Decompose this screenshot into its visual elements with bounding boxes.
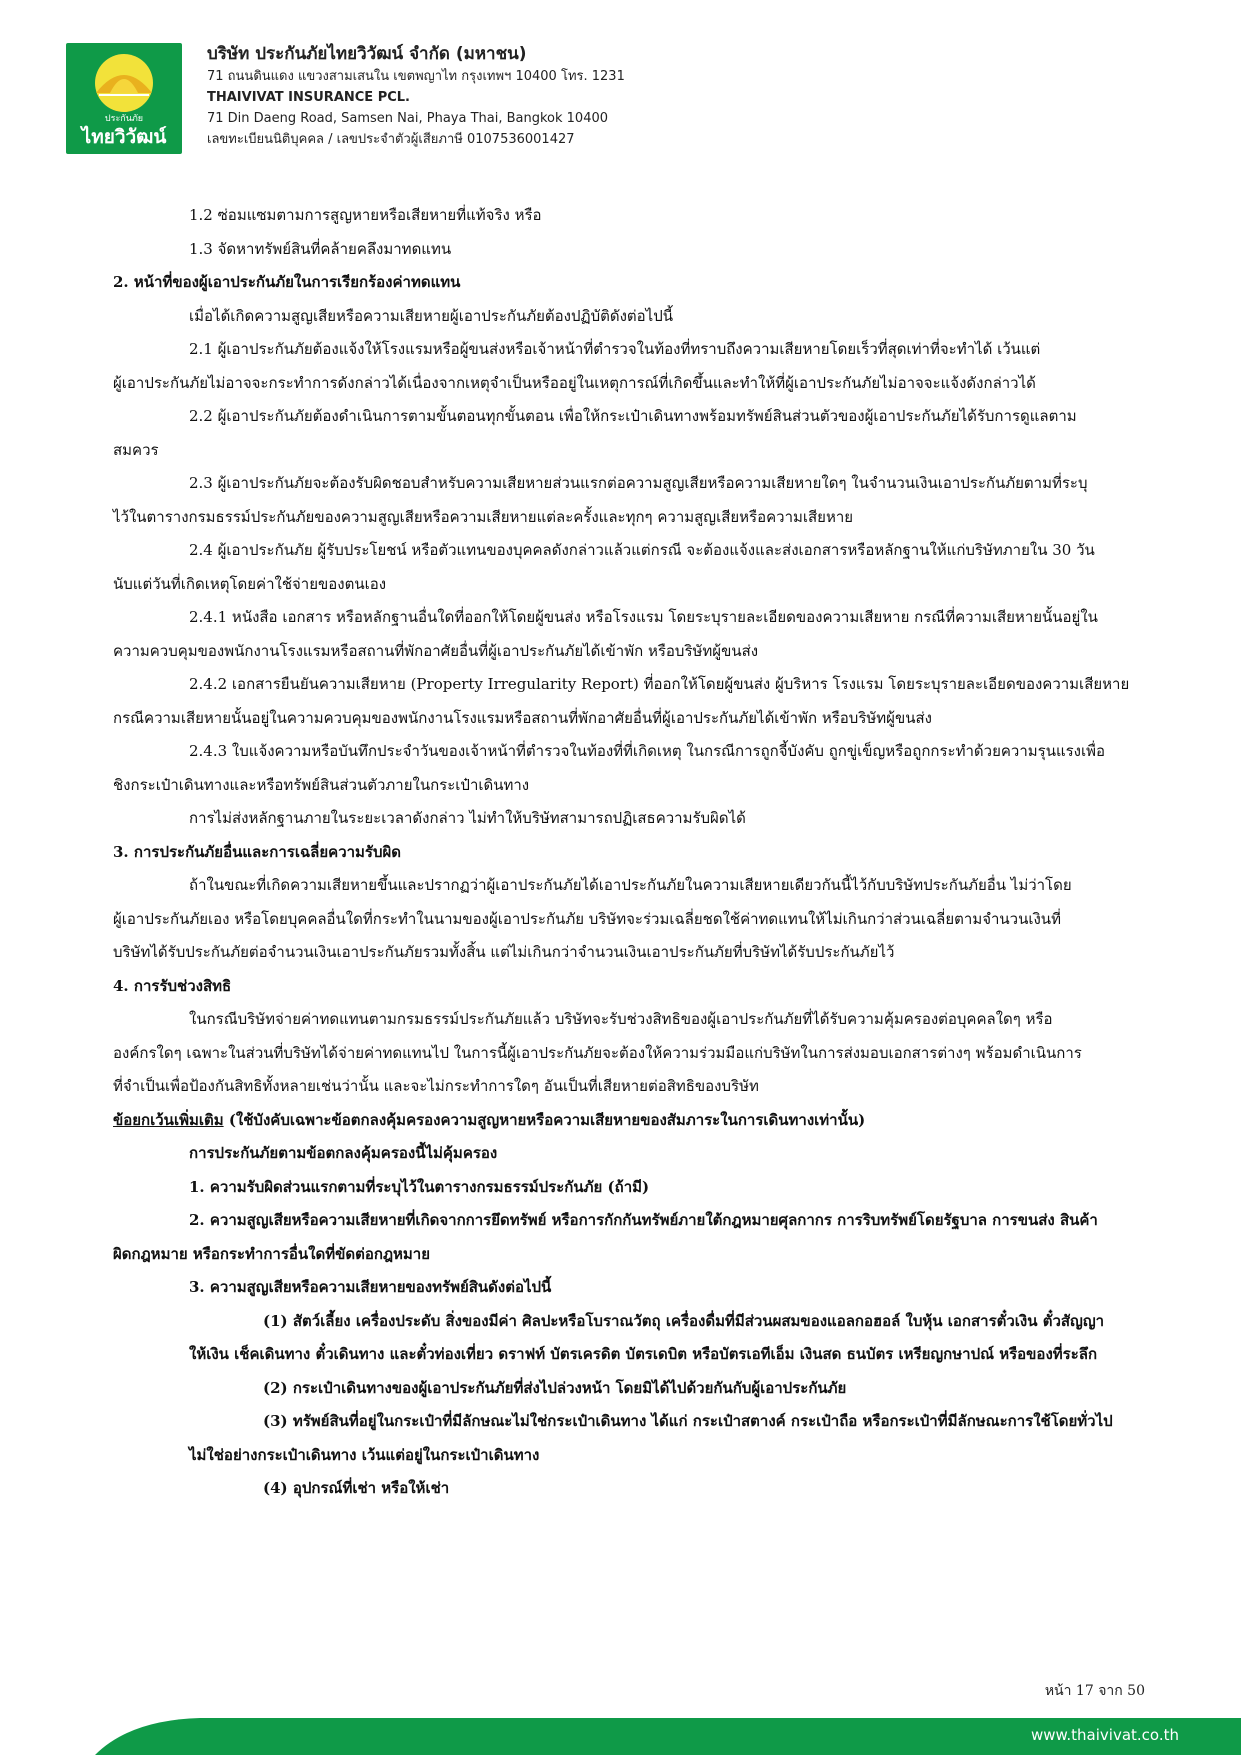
paragraph-line: 1.3 จัดหาทรัพย์สินที่คล้ายคลึงมาทดแทน: [189, 239, 452, 258]
paragraph-line: ผู้เอาประกันภัยไม่อาจจะกระทำการดังกล่าวได้เนื่องจากเหตุจำเป็นหรืออยู่ในเหตุการณ์ที่เกิดขึ้นและทำให้ที่ผู้เอาประกันภัยไม่อาจจะแจ้งดังกล่าวได้: [113, 373, 1036, 392]
company-info: [207, 42, 625, 150]
company-name-en: THAIVIVAT INSURANCE PCL.: [207, 90, 410, 105]
paragraph-line: ไม่ใช่อย่างกระเป๋าเดินทาง เว้นแต่อยู่ในกระเป๋าเดินทาง: [189, 1445, 540, 1464]
paragraph-line: การไม่ส่งหลักฐานภายในระยะเวลาดังกล่าว ไม่ทำให้บริษัทสามารถปฏิเสธความรับผิดได้: [189, 809, 746, 827]
paragraph-line: 2.4.3 ใบแจ้งความหรือบันทึกประจำวันของเจ้าหน้าที่ตำรวจในท้องที่ที่เกิดเหตุ ในกรณีการถูกจี้บังคับ ถูกขู่เข็ญหรือถูกกระทำด้วยความรุนแรงเพื่อ: [189, 742, 1106, 760]
paragraph-line: การประกันภัยตามข้อตกลงคุ้มครองนี้ไม่คุ้มครอง: [189, 1144, 498, 1162]
paragraph-line: 2.4.1 หนังสือ เอกสาร หรือหลักฐานอื่นใดที่ออกให้โดยผู้ขนส่ง หรือโรงแรม โดยระบุรายละเอียดของความเสียหาย กรณีที่ความเสียหายนั้นอยู่ใน: [189, 608, 1098, 626]
company-name-th: บริษัท ประกันภัยไทยวิวัฒน์ จำกัด (มหาชน): [207, 44, 527, 64]
paragraph-line: 2.4.2 เอกสารยืนยันความเสียหาย (Property Irregularity Report) ที่ออกให้โดยผู้ขนส่ง ผู้บริหาร โรงแรม โดยระบุรายละเอียดของความเสียหาย: [189, 675, 1130, 693]
paragraph-line: 1. ความรับผิดส่วนแรกตามที่ระบุไว้ในตารางกรมธรรม์ประกันภัย (ถ้ามี): [189, 1177, 650, 1196]
address-th: 71 ถนนดินแดง แขวงสามเสนใน เขตพญาไท กรุงเทพฯ 10400 โทร. 1231: [207, 69, 625, 84]
paragraph-line: (4) อุปกรณ์ที่เช่า หรือให้เช่า: [263, 1479, 450, 1497]
document-body: [113, 199, 1143, 1506]
paragraph-line: 2.1 ผู้เอาประกันภัยต้องแจ้งให้โรงแรมหรือผู้ขนส่งหรือเจ้าหน้าที่ตำรวจในท้องที่ทราบถึงความเสียหายโดยเร็วที่สุดเท่าที่จะทำได้ เว้นแต่: [189, 340, 1041, 358]
paragraph-line: (1) สัตว์เลี้ยง เครื่องประดับ สิ่งของมีค่า ศิลปะหรือโบราณวัตถุ เครื่องดื่มที่มีส่วนผสมของแอลกอฮอล์ ใบหุ้น เอกสารตั๋วเงิน ตั๋วสัญญา: [263, 1311, 1105, 1330]
logo-small-text: ประกันภัย: [104, 114, 144, 124]
paragraph-line: ผิดกฎหมาย หรือกระทำการอื่นใดที่ขัดต่อกฎหมาย: [113, 1244, 431, 1263]
page-number: หน้า 17 จาก 50: [1044, 1683, 1145, 1699]
paragraph-line: 2.4 ผู้เอาประกันภัย ผู้รับประโยชน์ หรือตัวแทนของบุคคลดังกล่าวแล้วแต่กรณี จะต้องแจ้งและส่งเอกสารหรือหลักฐานให้แก่บริษัทภายใน 30 วัน: [189, 541, 1095, 559]
paragraph-line: ไว้ในตารางกรมธรรม์ประกันภัยของความสูญเสียหรือความเสียหายแต่ละครั้งและทุกๆ ความสูญเสียหรือความเสียหาย: [113, 507, 854, 526]
paragraph-line: องค์กรใดๆ เฉพาะในส่วนที่บริษัทได้จ่ายค่าทดแทนไป ในการนี้ผู้เอาประกันภัยจะต้องให้ความร่วมมือแก่บริษัทในการส่งมอบเอกสารต่างๆ พร้อมดำเนินการ: [113, 1043, 1082, 1062]
section-heading: 2. หน้าที่ของผู้เอาประกันภัยในการเรียกร้องค่าทดแทน: [113, 273, 461, 291]
paragraph-line: กรณีความเสียหายนั้นอยู่ในความควบคุมของพนักงานโรงแรมหรือสถานที่พักอาศัยอื่นที่ผู้เอาประกันภัยได้เข้าพัก หรือบริษัทผู้ขนส่ง: [113, 708, 932, 727]
paragraph-line: (3) ทรัพย์สินที่อยู่ในกระเป๋าที่มีลักษณะไม่ใช่กระเป๋าเดินทาง ได้แก่ กระเป๋าสตางค์ กระเป๋าถือ หรือกระเป๋าที่มีลักษณะการใช้โดยทั่วไป: [263, 1412, 1113, 1430]
exclusions-heading: [113, 1104, 1143, 1138]
paragraph-line: ชิงกระเป๋าเดินทางและหรือทรัพย์สินส่วนตัวภายในกระเป๋าเดินทาง: [113, 775, 530, 794]
paragraph-line: ในกรณีบริษัทจ่ายค่าทดแทนตามกรมธรรม์ประกันภัยแล้ว บริษัทจะรับช่วงสิทธิของผู้เอาประกันภัยที่ได้รับความคุ้มครองต่อบุคคลใดๆ หรือ: [189, 1010, 1053, 1028]
website-link[interactable]: www.thaivivat.co.th: [1030, 1726, 1179, 1744]
paragraph-line: นับแต่วันที่เกิดเหตุโดยค่าใช้จ่ายของตนเอง: [113, 574, 387, 593]
paragraph-line: เมื่อได้เกิดความสูญเสียหรือความเสียหายผู้เอาประกันภัยต้องปฏิบัติดังต่อไปนี้: [189, 306, 673, 325]
paragraph-line: 3. ความสูญเสียหรือความเสียหายของทรัพย์สินดังต่อไปนี้: [189, 1278, 552, 1296]
address-en: 71 Din Daeng Road, Samsen Nai, Phaya Thai, Bangkok 10400: [207, 111, 609, 126]
paragraph-line: ความควบคุมของพนักงานโรงแรมหรือสถานที่พักอาศัยอื่นที่ผู้เอาประกันภัยได้เข้าพัก หรือบริษัทผู้ขนส่ง: [113, 641, 759, 660]
company-logo: [66, 43, 182, 154]
exclusions-scope: (ใช้บังคับเฉพาะข้อตกลงคุ้มครองความสูญหายหรือความเสียหายของสัมภาระในการเดินทางเท่านั้น): [223, 1110, 866, 1129]
section-heading: 3. การประกันภัยอื่นและการเฉลี่ยความรับผิด: [113, 842, 402, 861]
paragraph-line: ที่จำเป็นเพื่อป้องกันสิทธิทั้งหลายเช่นว่านั้น และจะไม่กระทำการใดๆ อันเป็นที่เสียหายต่อสิทธิของบริษัท: [113, 1077, 759, 1095]
paragraph-line: สมควร: [113, 440, 159, 459]
exclusions-title: ข้อยกเว้นเพิ่มเติม: [113, 1110, 224, 1129]
section-heading: 4. การรับช่วงสิทธิ: [113, 976, 232, 995]
paragraph-line: (2) กระเป๋าเดินทางของผู้เอาประกันภัยที่ส่งไปล่วงหน้า โดยมิได้ไปด้วยกันกับผู้เอาประกันภัย: [263, 1378, 847, 1397]
paragraph-line: ผู้เอาประกันภัยเอง หรือโดยบุคคลอื่นใดที่กระทำในนามของผู้เอาประกันภัย บริษัทจะร่วมเฉลี่ยชดใช้ค่าทดแทนให้ไม่เกินกว่าส่วนเฉลี่ยตามจำนวนเงินที่: [113, 909, 1061, 928]
paragraph-line: ถ้าในขณะที่เกิดความเสียหายขึ้นและปรากฏว่าผู้เอาประกันภัยได้เอาประกันภัยในความเสียหายเดียวกันนี้ไว้กับบริษัทประกันภัยอื่น ไม่ว่าโดย: [189, 876, 1072, 894]
registration-number: เลขทะเบียนนิติบุคคล / เลขประจำตัวผู้เสียภาษี 0107536001427: [207, 132, 575, 147]
logo-big-text: ไทยวิวัฒน์: [81, 126, 167, 148]
paragraph-line: ให้เงิน เช็คเดินทาง ตั๋วเดินทาง และตั๋วท่องเที่ยว ดราฟท์ บัตรเครดิต บัตรเดบิต หรือบัตรเอทีเอ็ม เงินสด ธนบัตร เหรียญกษาปณ์ หรือของที่ระลึก: [189, 1345, 1098, 1363]
paragraph-line: 2.2 ผู้เอาประกันภัยต้องดำเนินการตามขั้นตอนทุกขั้นตอน เพื่อให้กระเป๋าเดินทางพร้อมทรัพย์สินส่วนตัวของผู้เอาประกันภัยได้รับการดูแลตาม: [189, 407, 1077, 425]
paragraph-line: 2.3 ผู้เอาประกันภัยจะต้องรับผิดชอบสำหรับความเสียหายส่วนแรกต่อความสูญเสียหรือความเสียหายใดๆ ในจำนวนเงินเอาประกันภัยตามที่ระบุ: [189, 474, 1088, 492]
paragraph-line: 2. ความสูญเสียหรือความเสียหายที่เกิดจากการยึดทรัพย์ หรือการกักกันทรัพย์ภายใต้กฎหมายศุลกากร การริบทรัพย์โดยรัฐบาล การขนส่ง สินค้า: [189, 1211, 1098, 1229]
paragraph-line: บริษัทได้รับประกันภัยต่อจำนวนเงินเอาประกันภัยรวมทั้งสิ้น แต่ไม่เกินกว่าจำนวนเงินเอาประกันภัยที่บริษัทได้รับประกันภัยไว้: [113, 943, 895, 961]
paragraph-line: 1.2 ซ่อมแซมตามการสูญหายหรือเสียหายที่แท้จริง หรือ: [189, 206, 542, 224]
